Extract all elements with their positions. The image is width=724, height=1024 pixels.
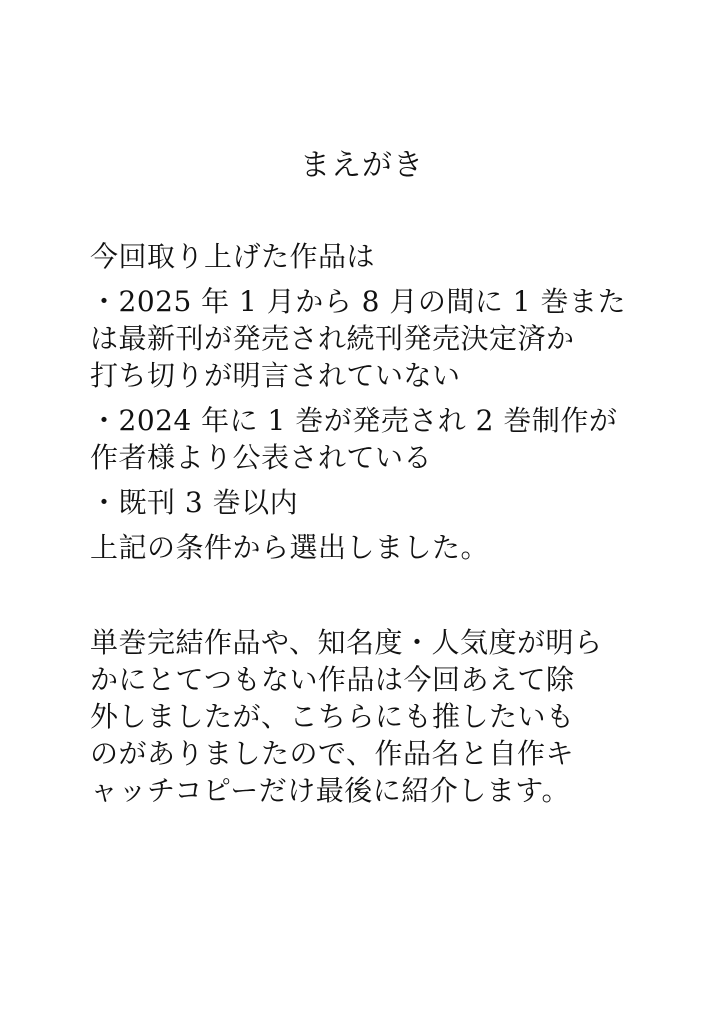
- criterion-line: ・既刊 3 巻以内: [90, 486, 299, 519]
- criteria-section: [90, 238, 650, 566]
- criterion-line: は最新刊が発売され続刊発売決定済か: [90, 322, 575, 355]
- criterion-item: [90, 484, 650, 521]
- note-line: かにとてつもない作品は今回あえて除: [90, 663, 575, 696]
- intro-lead: 今回取り上げた作品は: [90, 240, 376, 273]
- criterion-line: 作者様より公表されている: [90, 441, 433, 474]
- criterion-line: ・2024 年に 1 巻が発売され 2 巻制作が: [90, 404, 618, 437]
- criterion-line: ・2025 年 1 月から 8 月の間に 1 巻また: [90, 285, 627, 318]
- note-paragraph: [90, 624, 650, 809]
- note-line: ャッチコピーだけ最後に紹介します。: [90, 774, 571, 807]
- criterion-line: 打ち切りが明言されていない: [90, 359, 461, 392]
- page-title: まえがき: [300, 148, 424, 183]
- note-line: 外しましたが、こちらにも推したいも: [90, 700, 575, 733]
- criterion-item: [90, 283, 650, 394]
- intro-closing: 上記の条件から選出しました。: [90, 531, 490, 564]
- note-line: 単巻完結作品や、知名度・人気度が明ら: [90, 626, 603, 659]
- note-line: のがありましたので、作品名と自作キ: [90, 737, 574, 770]
- criterion-item: [90, 402, 650, 476]
